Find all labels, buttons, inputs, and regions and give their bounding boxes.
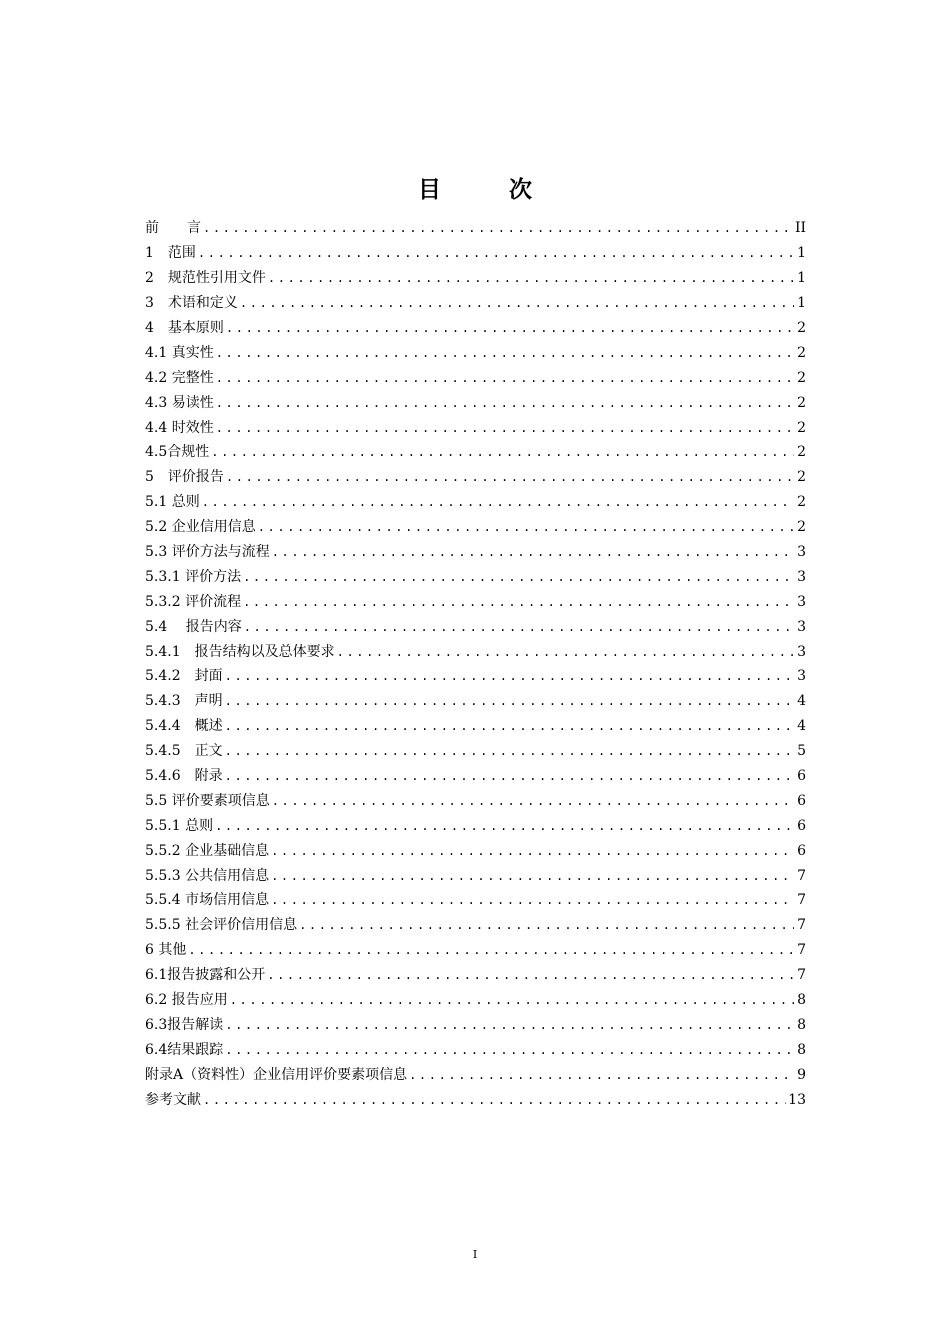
- toc-entry[interactable]: [145, 614, 806, 639]
- toc-entry-page-number: 6: [797, 842, 806, 859]
- toc-entry-page-number: 2: [797, 344, 806, 361]
- toc-entry-label: 前 言: [145, 220, 201, 237]
- toc-entry[interactable]: [145, 365, 806, 390]
- toc-entry-label: 5.5.3 公共信用信息: [145, 867, 270, 884]
- toc-dot-leader: [211, 442, 794, 462]
- toc-dot-leader: [272, 542, 794, 562]
- toc-dot-leader: [215, 816, 794, 836]
- toc-entry-page-number: 1: [797, 270, 806, 287]
- toc-entry-label: 5.4.3 声明: [145, 693, 223, 710]
- toc-entry-page-number: 7: [797, 892, 806, 909]
- toc-entry-page-number: 9: [797, 1066, 806, 1083]
- toc-dot-leader: [225, 741, 794, 761]
- toc-entry-page-number: 3: [797, 618, 806, 635]
- toc-entry-label: 6.4结果跟踪: [145, 1041, 224, 1058]
- toc-entry[interactable]: [145, 540, 806, 565]
- page-title: 目 次: [417, 177, 562, 203]
- toc-entry-label: 6.3报告解读: [145, 1016, 224, 1033]
- toc-dot-leader: [240, 293, 794, 313]
- toc-dot-leader: [258, 517, 794, 537]
- toc-entry-page-number: 4: [797, 718, 806, 735]
- toc-entry-page-number: 7: [797, 967, 806, 984]
- toc-entry-label: 6.1报告披露和公开: [145, 967, 266, 984]
- toc-entry-label: 5.5.2 企业基础信息: [145, 842, 270, 859]
- toc-entry[interactable]: [145, 316, 806, 341]
- toc-entry[interactable]: [145, 564, 806, 589]
- toc-entry-page-number: 1: [797, 245, 806, 262]
- toc-entry[interactable]: [145, 988, 806, 1013]
- page-number-footer: I: [472, 1248, 478, 1261]
- toc-entry-page-number: 3: [797, 544, 806, 561]
- toc-dot-leader: [202, 492, 794, 512]
- toc-entry-label: 5.4.4 概述: [145, 718, 223, 735]
- toc-entry-page-number: II: [794, 220, 806, 237]
- toc-entry-label: 参考文献: [145, 1091, 201, 1108]
- toc-dot-leader: [226, 467, 794, 487]
- toc-dot-leader: [225, 716, 794, 736]
- toc-dot-leader: [198, 243, 794, 263]
- toc-entry-label: 5.5 评价要素项信息: [145, 792, 270, 809]
- toc-entry-label: 5.4 报告内容: [145, 618, 242, 635]
- toc-entry-label: 5.4.6 附录: [145, 768, 223, 785]
- toc-entry[interactable]: [145, 390, 806, 415]
- toc-entry-page-number: 2: [797, 444, 806, 461]
- toc-entry-label: 附录A（资料性）企业信用评价要素项信息: [145, 1066, 408, 1083]
- toc-entry-page-number: 1: [797, 295, 806, 312]
- toc-entry-page-number: 4: [797, 693, 806, 710]
- toc-dot-leader: [267, 965, 794, 985]
- toc-entry-page-number: 3: [797, 668, 806, 685]
- toc-entry[interactable]: [145, 216, 806, 241]
- toc-dot-leader: [203, 1090, 786, 1110]
- toc-entry-page-number: 7: [797, 942, 806, 959]
- toc-entry-label: 4.3 易读性: [145, 394, 214, 411]
- toc-dot-leader: [225, 666, 794, 686]
- toc-entry[interactable]: [145, 340, 806, 365]
- toc-dot-leader: [271, 890, 794, 910]
- toc-entry[interactable]: [145, 739, 806, 764]
- toc-dot-leader: [244, 617, 794, 637]
- toc-entry[interactable]: [145, 863, 806, 888]
- toc-dot-leader: [272, 791, 794, 811]
- toc-entry[interactable]: [145, 689, 806, 714]
- toc-dot-leader: [271, 866, 794, 886]
- toc-dot-leader: [243, 592, 794, 612]
- toc-entry-label: 5.5.4 市场信用信息: [145, 892, 270, 909]
- toc-entry-page-number: 3: [797, 593, 806, 610]
- toc-entry[interactable]: [145, 490, 806, 515]
- toc-dot-leader: [299, 915, 794, 935]
- toc-entry-page-number: 8: [797, 992, 806, 1009]
- toc-entry[interactable]: [145, 241, 806, 266]
- toc-entry[interactable]: [145, 415, 806, 440]
- toc-entry-page-number: 3: [797, 643, 806, 660]
- toc-entry-page-number: 8: [797, 1041, 806, 1058]
- toc-entry-page-number: 2: [797, 494, 806, 511]
- toc-entry-label: 4.4 时效性: [145, 419, 214, 436]
- toc-entry-page-number: 13: [788, 1091, 806, 1108]
- toc-entry-label: 6.2 报告应用: [145, 992, 228, 1009]
- toc-entry-label: 5.3.2 评价流程: [145, 593, 242, 610]
- toc-entry-page-number: 2: [797, 419, 806, 436]
- toc-dot-leader: [230, 990, 794, 1010]
- toc-dot-leader: [203, 218, 793, 238]
- toc-entry-label: 2 规范性引用文件: [145, 270, 266, 287]
- toc-entry[interactable]: [145, 938, 806, 963]
- toc-entry-page-number: 6: [797, 792, 806, 809]
- toc-entry[interactable]: [145, 714, 806, 739]
- toc-entry-label: 5.1 总则: [145, 494, 200, 511]
- toc-entry[interactable]: [145, 963, 806, 988]
- toc-dot-leader: [216, 343, 794, 363]
- toc-dot-leader: [409, 1065, 794, 1085]
- toc-entry[interactable]: [145, 913, 806, 938]
- toc-entry-label: 5.3 评价方法与流程: [145, 544, 270, 561]
- toc-dot-leader: [225, 1040, 794, 1060]
- toc-entry-page-number: 2: [797, 469, 806, 486]
- toc-dot-leader: [216, 418, 794, 438]
- toc-entry-page-number: 2: [797, 519, 806, 536]
- toc-entry[interactable]: [145, 1062, 806, 1087]
- toc-dot-leader: [216, 368, 794, 388]
- table-of-contents: [145, 216, 806, 1112]
- toc-entry-label: 5.5.1 总则: [145, 817, 214, 834]
- toc-entry-label: 5.5.5 社会评价信用信息: [145, 917, 298, 934]
- toc-entry[interactable]: [145, 664, 806, 689]
- toc-entry-label: 5 评价报告: [145, 469, 224, 486]
- toc-entry[interactable]: [145, 515, 806, 540]
- toc-entry[interactable]: [145, 291, 806, 316]
- toc-entry[interactable]: [145, 639, 806, 664]
- toc-entry-label: 1 范围: [145, 245, 196, 262]
- toc-entry[interactable]: [145, 813, 806, 838]
- toc-entry-label: 3 术语和定义: [145, 295, 238, 312]
- toc-entry-label: 5.2 企业信用信息: [145, 519, 256, 536]
- toc-entry-page-number: 2: [797, 369, 806, 386]
- toc-entry[interactable]: [145, 1087, 806, 1112]
- toc-entry-page-number: 6: [797, 817, 806, 834]
- toc-entry-label: 4.1 真实性: [145, 344, 214, 361]
- toc-entry-page-number: 3: [797, 568, 806, 585]
- toc-dot-leader: [226, 318, 794, 338]
- toc-entry-label: 5.4.5 正文: [145, 743, 223, 760]
- toc-dot-leader: [216, 393, 794, 413]
- toc-dot-leader: [188, 940, 794, 960]
- toc-dot-leader: [225, 1015, 794, 1035]
- toc-entry-page-number: 5: [797, 743, 806, 760]
- toc-entry[interactable]: [145, 838, 806, 863]
- toc-entry-label: 5.4.2 封面: [145, 668, 223, 685]
- toc-entry[interactable]: [145, 589, 806, 614]
- toc-entry-label: 6 其他: [145, 942, 187, 959]
- toc-entry[interactable]: [145, 465, 806, 490]
- toc-entry-page-number: 6: [797, 768, 806, 785]
- toc-entry[interactable]: [145, 440, 806, 465]
- toc-entry[interactable]: [145, 764, 806, 789]
- toc-entry-page-number: 8: [797, 1016, 806, 1033]
- toc-entry[interactable]: [145, 788, 806, 813]
- toc-entry-label: 5.3.1 评价方法: [145, 568, 242, 585]
- toc-dot-leader: [225, 691, 794, 711]
- toc-entry[interactable]: [145, 266, 806, 291]
- toc-entry-page-number: 2: [797, 394, 806, 411]
- toc-entry-label: 4 基本原则: [145, 320, 224, 336]
- toc-entry-label: 5.4.1 报告结构以及总体要求: [145, 643, 335, 660]
- toc-dot-leader: [337, 642, 794, 662]
- toc-dot-leader: [268, 268, 794, 288]
- toc-entry-label: 4.5合规性: [145, 444, 210, 461]
- toc-entry-page-number: 7: [797, 867, 806, 884]
- toc-entry[interactable]: [145, 1013, 806, 1038]
- toc-entry-page-number: 7: [797, 917, 806, 934]
- toc-entry[interactable]: [145, 888, 806, 913]
- toc-dot-leader: [271, 841, 794, 861]
- toc-entry[interactable]: [145, 1037, 806, 1062]
- toc-dot-leader: [243, 567, 794, 587]
- toc-entry-label: 4.2 完整性: [145, 369, 214, 386]
- toc-entry-page-number: 2: [797, 320, 806, 336]
- toc-dot-leader: [225, 766, 794, 786]
